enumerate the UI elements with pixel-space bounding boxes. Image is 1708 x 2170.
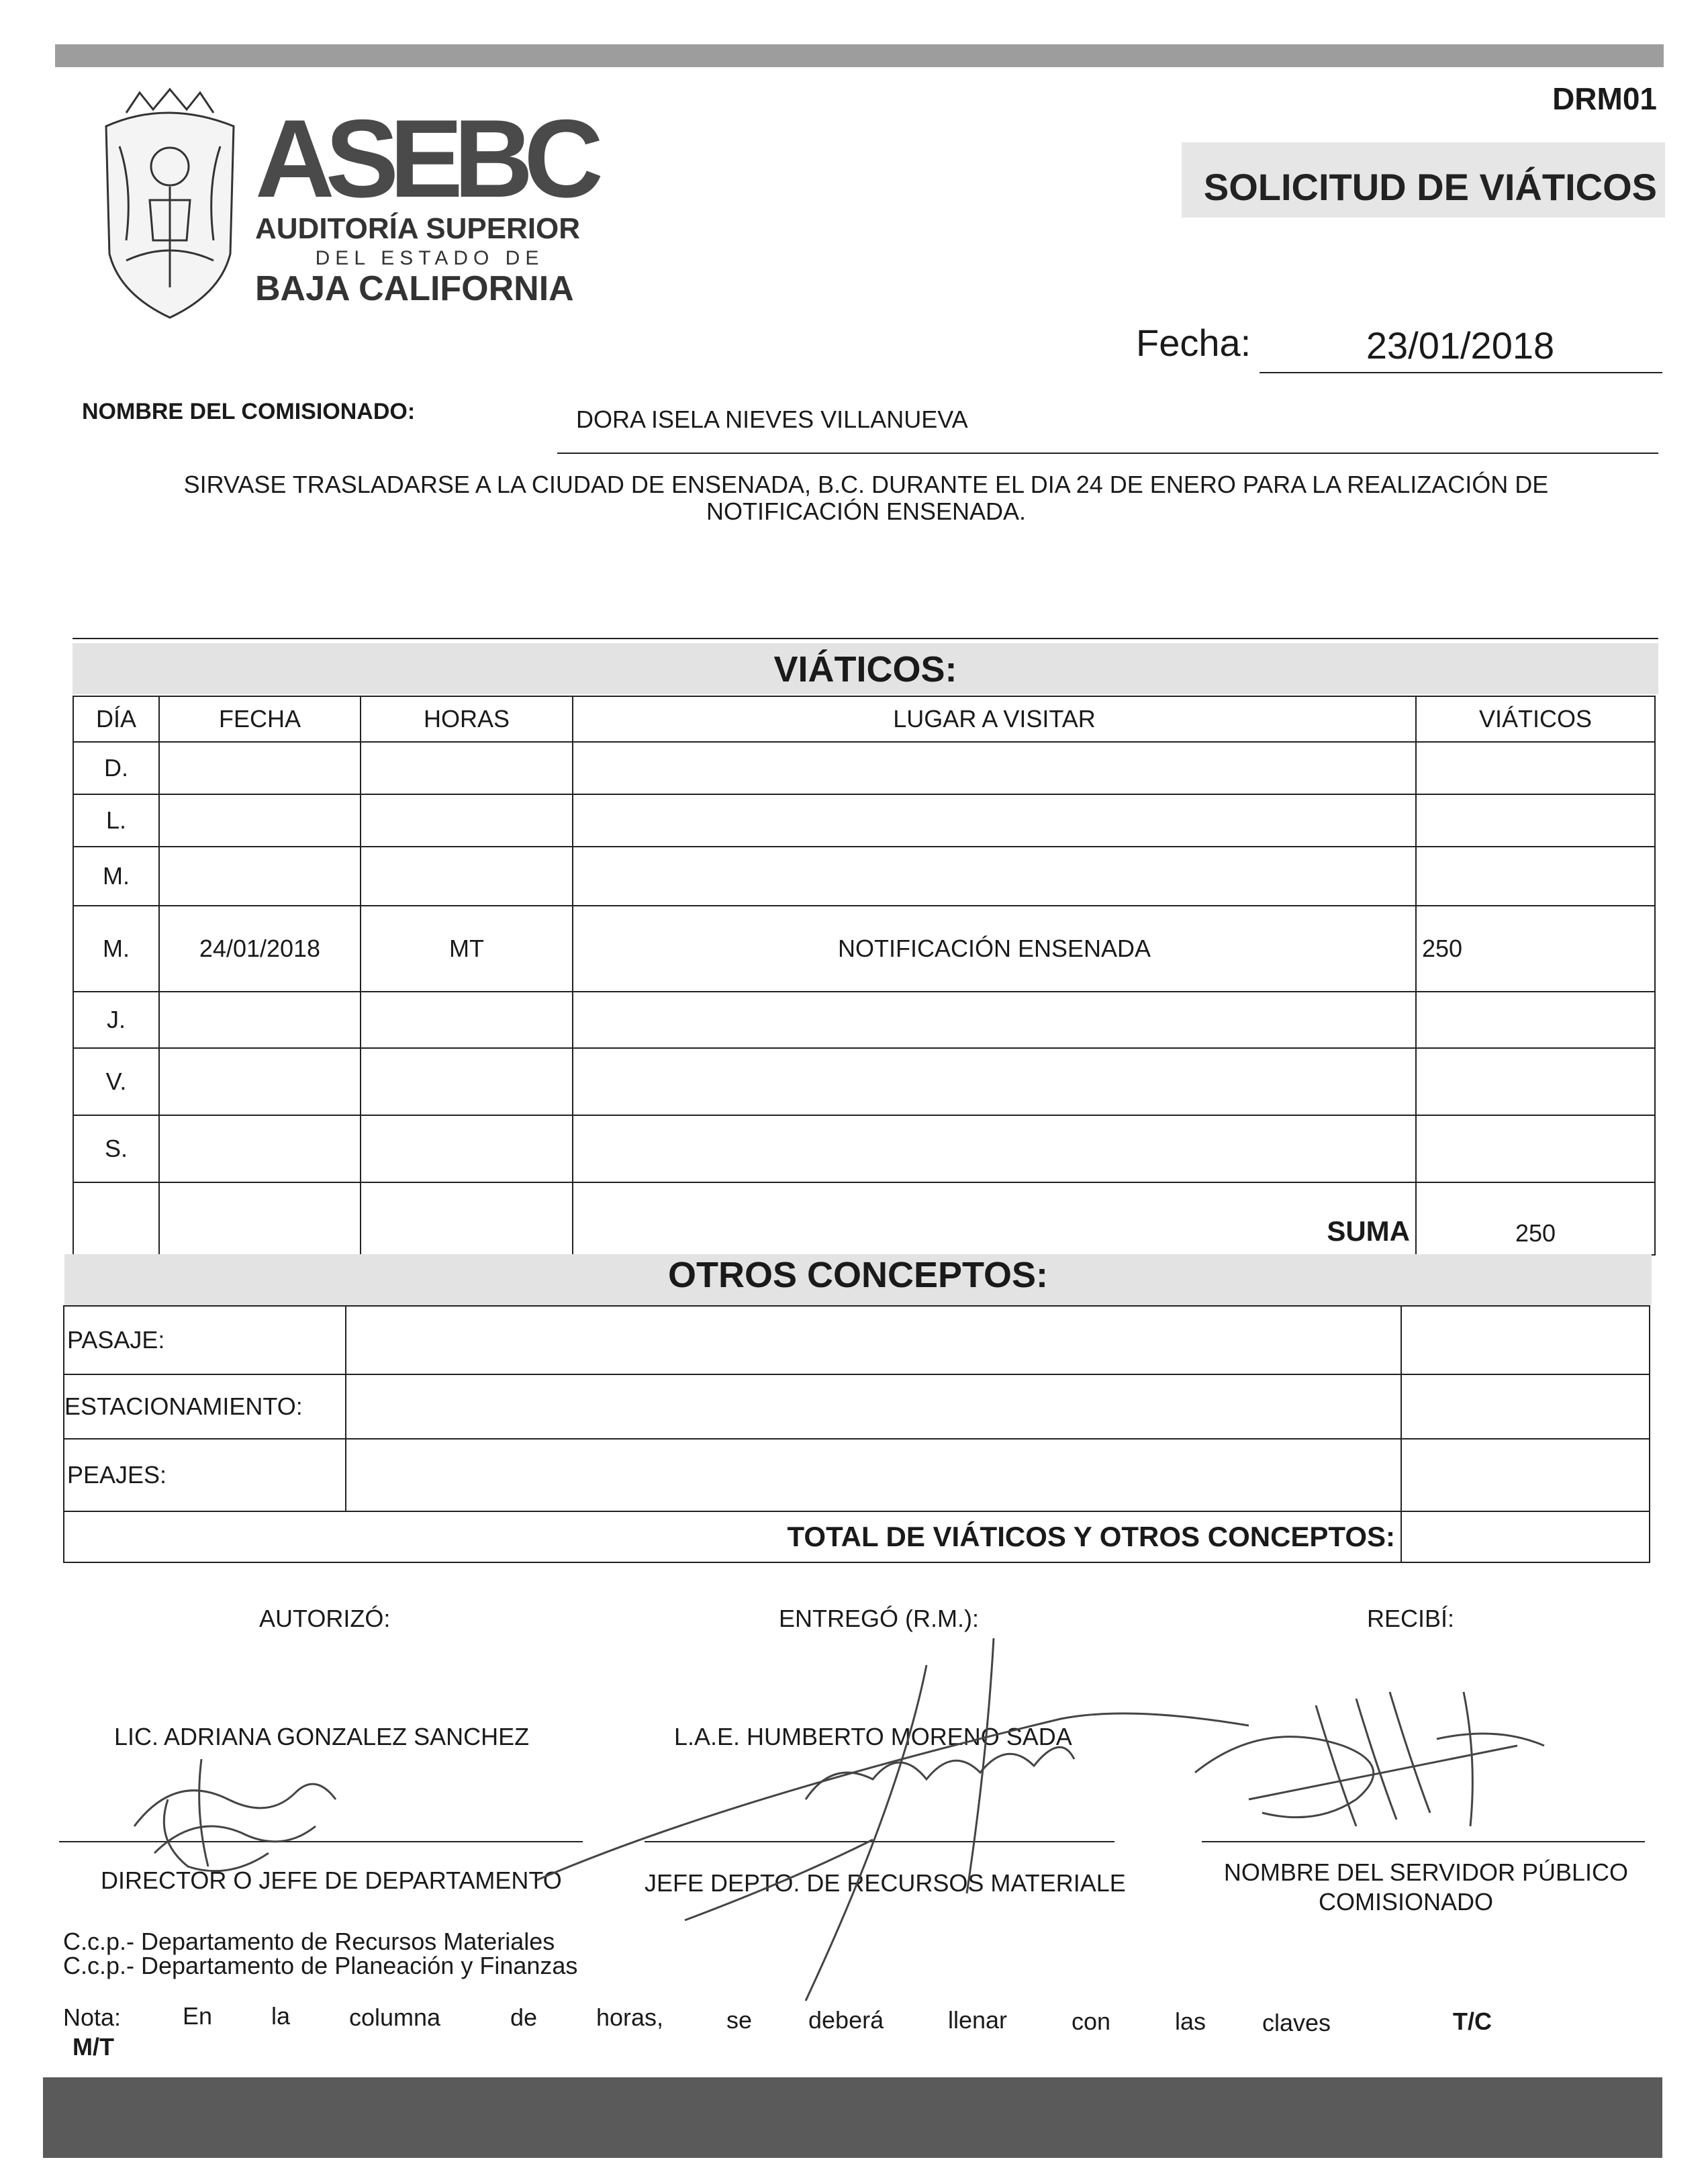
- dia-cell: M.: [73, 906, 159, 992]
- fecha-underline: [1260, 372, 1662, 373]
- table-row: [73, 992, 1655, 1048]
- fecha-cell[interactable]: [159, 847, 361, 906]
- logo-line1: AUDITORÍA SUPERIOR: [255, 212, 581, 245]
- suma-label: SUMA: [573, 1182, 1416, 1255]
- asebc-logo: [86, 86, 610, 321]
- otros-heading: OTROS CONCEPTOS:: [667, 1255, 1049, 1295]
- nota-word: columna: [349, 2003, 441, 2031]
- fecha-cell[interactable]: [159, 742, 361, 794]
- viaticos-table: [73, 696, 1656, 1256]
- lugar-cell[interactable]: [573, 1048, 1416, 1115]
- recibi-title-1: NOMBRE DEL SERVIDOR PÚBLICO: [1223, 1858, 1629, 1886]
- nota-code-2: M/T: [73, 2033, 114, 2061]
- table-row: [64, 1374, 1650, 1439]
- horas-cell[interactable]: [361, 794, 573, 847]
- logo-line2: DEL ESTADO DE: [315, 247, 544, 269]
- horas-cell[interactable]: [361, 847, 573, 906]
- dia-cell: S.: [73, 1115, 159, 1182]
- otros-table: [63, 1305, 1650, 1563]
- otros-value-cell[interactable]: [1401, 1306, 1650, 1374]
- otros-detail-cell[interactable]: [346, 1439, 1401, 1511]
- entrego-signature-icon: [524, 1625, 1262, 2041]
- recibi-title-2: COMISIONADO: [1318, 1888, 1493, 1916]
- entrego-name: L.A.E. HUMBERTO MORENO SADA: [674, 1723, 1072, 1750]
- otros-label: PEAJES:: [64, 1439, 346, 1511]
- dia-cell: V.: [73, 1048, 159, 1115]
- otros-value-cell[interactable]: [1401, 1374, 1650, 1439]
- autorizo-name: LIC. ADRIANA GONZALEZ SANCHEZ: [114, 1723, 530, 1750]
- viaticos-cell[interactable]: [1416, 1048, 1655, 1115]
- entrego-title: JEFE DEPTO. DE RECURSOS MATERIALE: [645, 1869, 1126, 1897]
- fecha-value: 23/01/2018: [1366, 324, 1555, 367]
- trip-description: SIRVASE TRASLADARSE A LA CIUDAD DE ENSENADA, B.C. DURANTE EL DIA 24 DE ENERO PARA LA REALIZACIÓN DE NOTIFICACIÓN ENSENADA.: [183, 471, 1549, 525]
- autorizo-signature-icon: [94, 1719, 389, 1893]
- total-row: [64, 1511, 1650, 1562]
- lugar-cell[interactable]: [573, 742, 1416, 794]
- lugar-cell[interactable]: [573, 992, 1416, 1048]
- table-row: [73, 1048, 1655, 1115]
- viaticos-cell[interactable]: [1416, 1115, 1655, 1182]
- table-row: [73, 742, 1655, 794]
- table-row: [73, 1115, 1655, 1182]
- otros-detail-cell[interactable]: [346, 1306, 1401, 1374]
- col-header-horas: HORAS: [361, 696, 573, 742]
- autorizo-label: AUTORIZÓ:: [259, 1605, 391, 1632]
- table-row: [64, 1306, 1650, 1374]
- nota-word: se: [726, 2006, 753, 2034]
- form-title: SOLICITUD DE VIÁTICOS: [1203, 166, 1657, 208]
- col-header-lugar: LUGAR A VISITAR: [573, 696, 1416, 742]
- horas-cell[interactable]: [361, 1115, 573, 1182]
- lugar-cell[interactable]: [573, 794, 1416, 847]
- col-header-dia: DÍA: [73, 696, 159, 742]
- nota-code-1: T/C: [1453, 2008, 1492, 2035]
- nota-word: de: [510, 2003, 538, 2031]
- nota-word: Nota:: [63, 2003, 122, 2031]
- ccp-line-1: C.c.p.- Departamento de Recursos Materiales: [63, 1928, 555, 1955]
- dia-cell: M.: [73, 847, 159, 906]
- svg-text:ASEBC: ASEBC: [255, 97, 601, 220]
- nota-word: la: [271, 2002, 291, 2030]
- dia-cell: L.: [73, 794, 159, 847]
- comisionado-label: NOMBRE DEL COMISIONADO:: [82, 399, 416, 424]
- top-scan-bar: [55, 44, 1664, 67]
- nota-word: deberá: [808, 2006, 884, 2034]
- fecha-cell[interactable]: [159, 992, 361, 1048]
- nota-word: horas,: [596, 2003, 664, 2031]
- bottom-scan-bar: [43, 2077, 1662, 2158]
- col-header-fecha: FECHA: [159, 696, 361, 742]
- fecha-cell[interactable]: 24/01/2018: [159, 906, 361, 992]
- fecha-cell[interactable]: [159, 1115, 361, 1182]
- logo-line3: BAJA CALIFORNIA: [255, 269, 574, 308]
- otros-label: PASAJE:: [64, 1306, 346, 1374]
- lugar-cell[interactable]: [573, 1115, 1416, 1182]
- recibi-label: RECIBÍ:: [1367, 1605, 1455, 1632]
- total-label: TOTAL DE VIÁTICOS Y OTROS CONCEPTOS:: [64, 1511, 1401, 1562]
- horas-cell[interactable]: MT: [361, 906, 573, 992]
- recibi-signature-icon: [1182, 1679, 1558, 1853]
- comisionado-underline: [557, 453, 1658, 454]
- horas-cell[interactable]: [361, 992, 573, 1048]
- viaticos-cell[interactable]: [1416, 794, 1655, 847]
- dia-cell: J.: [73, 992, 159, 1048]
- entrego-label: ENTREGÓ (R.M.):: [779, 1605, 979, 1632]
- form-code: DRM01: [1552, 81, 1657, 116]
- autorizo-title: DIRECTOR O JEFE DE DEPARTAMENTO: [101, 1867, 562, 1894]
- lugar-cell[interactable]: NOTIFICACIÓN ENSENADA: [573, 906, 1416, 992]
- fecha-cell[interactable]: [159, 794, 361, 847]
- ccp-line-2: C.c.p.- Departamento de Planeación y Finanzas: [63, 1952, 578, 1979]
- nota-word: las: [1175, 2008, 1206, 2035]
- horas-cell[interactable]: [361, 742, 573, 794]
- nota-word: En: [183, 2002, 213, 2030]
- nota-word: llenar: [948, 2006, 1008, 2034]
- viaticos-cell[interactable]: 250: [1416, 906, 1655, 992]
- col-header-viaticos: VIÁTICOS: [1416, 696, 1655, 742]
- lugar-cell[interactable]: [573, 847, 1416, 906]
- total-value[interactable]: [1401, 1511, 1650, 1562]
- otros-value-cell[interactable]: [1401, 1439, 1650, 1511]
- otros-detail-cell[interactable]: [346, 1374, 1401, 1439]
- viaticos-cell[interactable]: [1416, 847, 1655, 906]
- comisionado-value: DORA ISELA NIEVES VILLANUEVA: [576, 406, 968, 433]
- table-row: [64, 1439, 1650, 1511]
- table-row: [73, 847, 1655, 906]
- horas-cell[interactable]: [361, 1048, 573, 1115]
- viaticos-cell[interactable]: [1416, 742, 1655, 794]
- suma-row: [73, 1182, 1655, 1255]
- otros-label: ESTACIONAMIENTO:: [64, 1374, 346, 1439]
- nota-word: con: [1072, 2008, 1111, 2035]
- viaticos-header-row: [73, 696, 1655, 742]
- nota-word: claves: [1262, 2009, 1331, 2036]
- fecha-label: Fecha:: [1136, 322, 1251, 364]
- fecha-cell[interactable]: [159, 1048, 361, 1115]
- suma-value[interactable]: 250: [1416, 1182, 1655, 1255]
- viaticos-heading: VIÁTICOS:: [773, 649, 957, 690]
- dia-cell: D.: [73, 742, 159, 794]
- section-rule: [73, 638, 1658, 639]
- viaticos-cell[interactable]: [1416, 992, 1655, 1048]
- table-row: [73, 794, 1655, 847]
- table-row: [73, 906, 1655, 992]
